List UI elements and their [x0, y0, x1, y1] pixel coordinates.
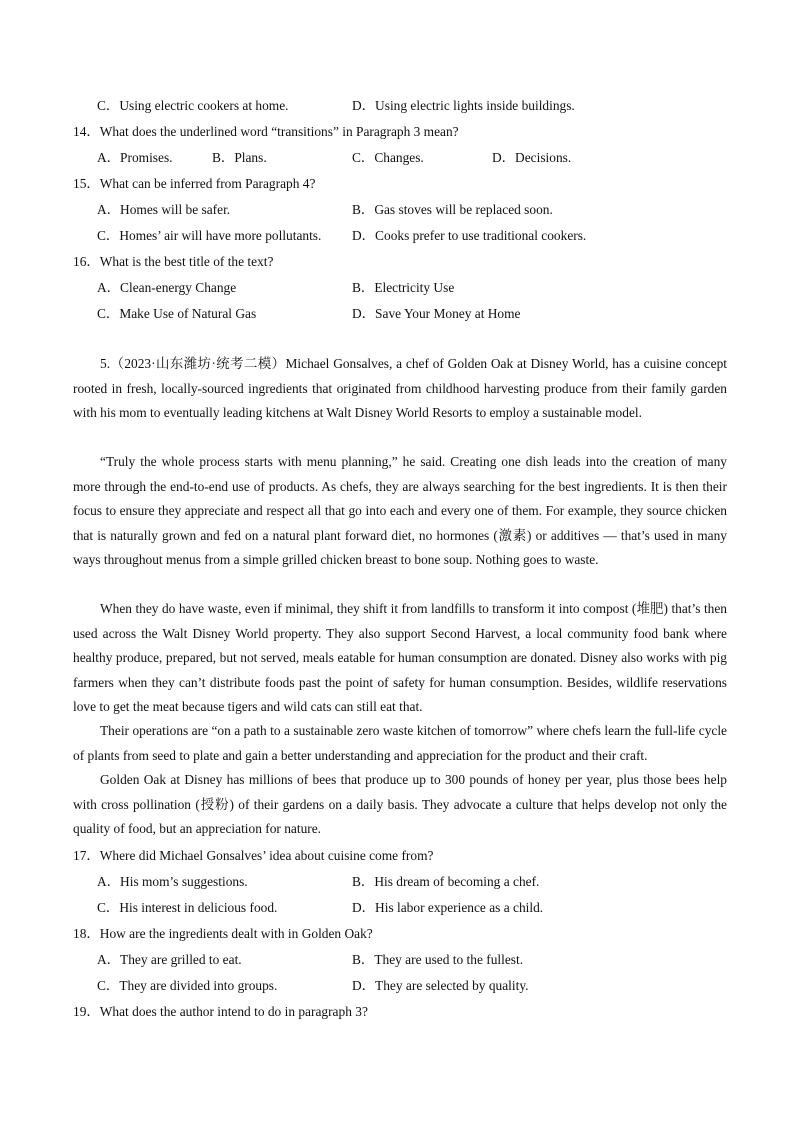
q15-option-b: B．Gas stoves will be replaced soon. [352, 202, 553, 217]
q14-option-b: B．Plans. [212, 150, 267, 165]
passage-paragraph-2-text: “Truly the whole process starts with menu planning,” he said. Creating one dish leads into the creation of many more through the end-to-end use of products. As chefs, they are always searching for the best ingredients. It is then their focus to ensure they appreciate and respect all that go into each and every one of them. For example, they source chicken that is naturally grown and fed on a natural plant forward diet, no hormones (激素) or additives — that’s used in many ways throughout menus from a simple grilled chicken breast to bone soup. Nothing goes to waste. [73, 454, 727, 567]
passage-paragraph-5-text: Golden Oak at Disney has millions of bees that produce up to 300 pounds of honey per year, plus those bees help with cross pollination (授粉) of their gardens on a daily basis. They advocate a culture that helps develop not only the quality of food, but an appreciation for nature. [73, 772, 727, 836]
q17-option-a: A．His mom’s suggestions. [97, 874, 248, 889]
q16-option-a: A．Clean-energy Change [97, 280, 237, 295]
passage-paragraph-4 [73, 719, 727, 768]
passage-paragraph-1 [73, 352, 727, 426]
q15-option-d: D．Cooks prefer to use traditional cookers. [352, 228, 587, 243]
q15-stem: 15．What can be inferred from Paragraph 4? [73, 176, 316, 191]
q16-option-d: D．Save Your Money at Home [352, 306, 521, 321]
q14-option-d: D．Decisions. [492, 150, 572, 165]
q17-option-d: D．His labor experience as a child. [352, 900, 544, 915]
q15-option-a: A．Homes will be safer. [97, 202, 231, 217]
q18-stem: 18．How are the ingredients dealt with in Golden Oak? [73, 926, 373, 941]
passage-paragraph-2 [73, 450, 727, 573]
passage-paragraph-3 [73, 597, 727, 720]
q17-stem: 17．Where did Michael Gonsalves’ idea about cuisine come from? [73, 848, 434, 863]
q17-option-b: B．His dream of becoming a chef. [352, 874, 540, 889]
q16-stem: 16．What is the best title of the text? [73, 254, 274, 269]
q14-option-a: A．Promises. [97, 150, 173, 165]
q14-stem: 14．What does the underlined word “transitions” in Paragraph 3 mean? [73, 124, 459, 139]
q18-option-c: C．They are divided into groups. [97, 978, 278, 993]
q18-option-b: B．They are used to the fullest. [352, 952, 524, 967]
q14-option-c: C．Changes. [352, 150, 424, 165]
passage-paragraph-3-text: When they do have waste, even if minimal, they shift it from landfills to transform it into compost (堆肥) that’s then used across the Walt Disney World property. They also support Second Harvest, a local community food bank where healthy produce, prepared, but not served, meals eatable for human consumption are donated. Disney also works with pig farmers when they can’t distribute foods past the point of safety for human consumption. Besides, wildlife reservations love to get the meat because tigers and wild cats can still eat that. [73, 601, 727, 714]
q16-option-c: C．Make Use of Natural Gas [97, 306, 257, 321]
q15-option-c: C．Homes’ air will have more pollutants. [97, 228, 322, 243]
q19-stem: 19．What does the author intend to do in paragraph 3? [73, 1004, 368, 1019]
q18-option-a: A．They are grilled to eat. [97, 952, 242, 967]
passage-paragraph-1-text: 5.（2023·山东潍坊·统考二模）Michael Gonsalves, a chef of Golden Oak at Disney World, has a cuisine concept rooted in fresh, locally-sourced ingredients that originated from childhood harvesting produce from their family garden with his mom to eventually leading kitchens at Walt Disney World Resorts to employ a sustainable model. [73, 356, 727, 420]
q16-option-b: B．Electricity Use [352, 280, 455, 295]
passage-paragraph-4-text: Their operations are “on a path to a sustainable zero waste kitchen of tomorrow” where chefs learn the full-life cycle of plants from seed to plate and gain a better understanding and appreciation for the product and their craft. [73, 723, 727, 763]
passage-paragraph-5 [73, 768, 727, 842]
q17-option-c: C．His interest in delicious food. [97, 900, 278, 915]
q13-option-d: D．Using electric lights inside buildings. [352, 98, 575, 113]
q13-option-c: C．Using electric cookers at home. [97, 98, 289, 113]
q18-option-d: D．They are selected by quality. [352, 978, 529, 993]
